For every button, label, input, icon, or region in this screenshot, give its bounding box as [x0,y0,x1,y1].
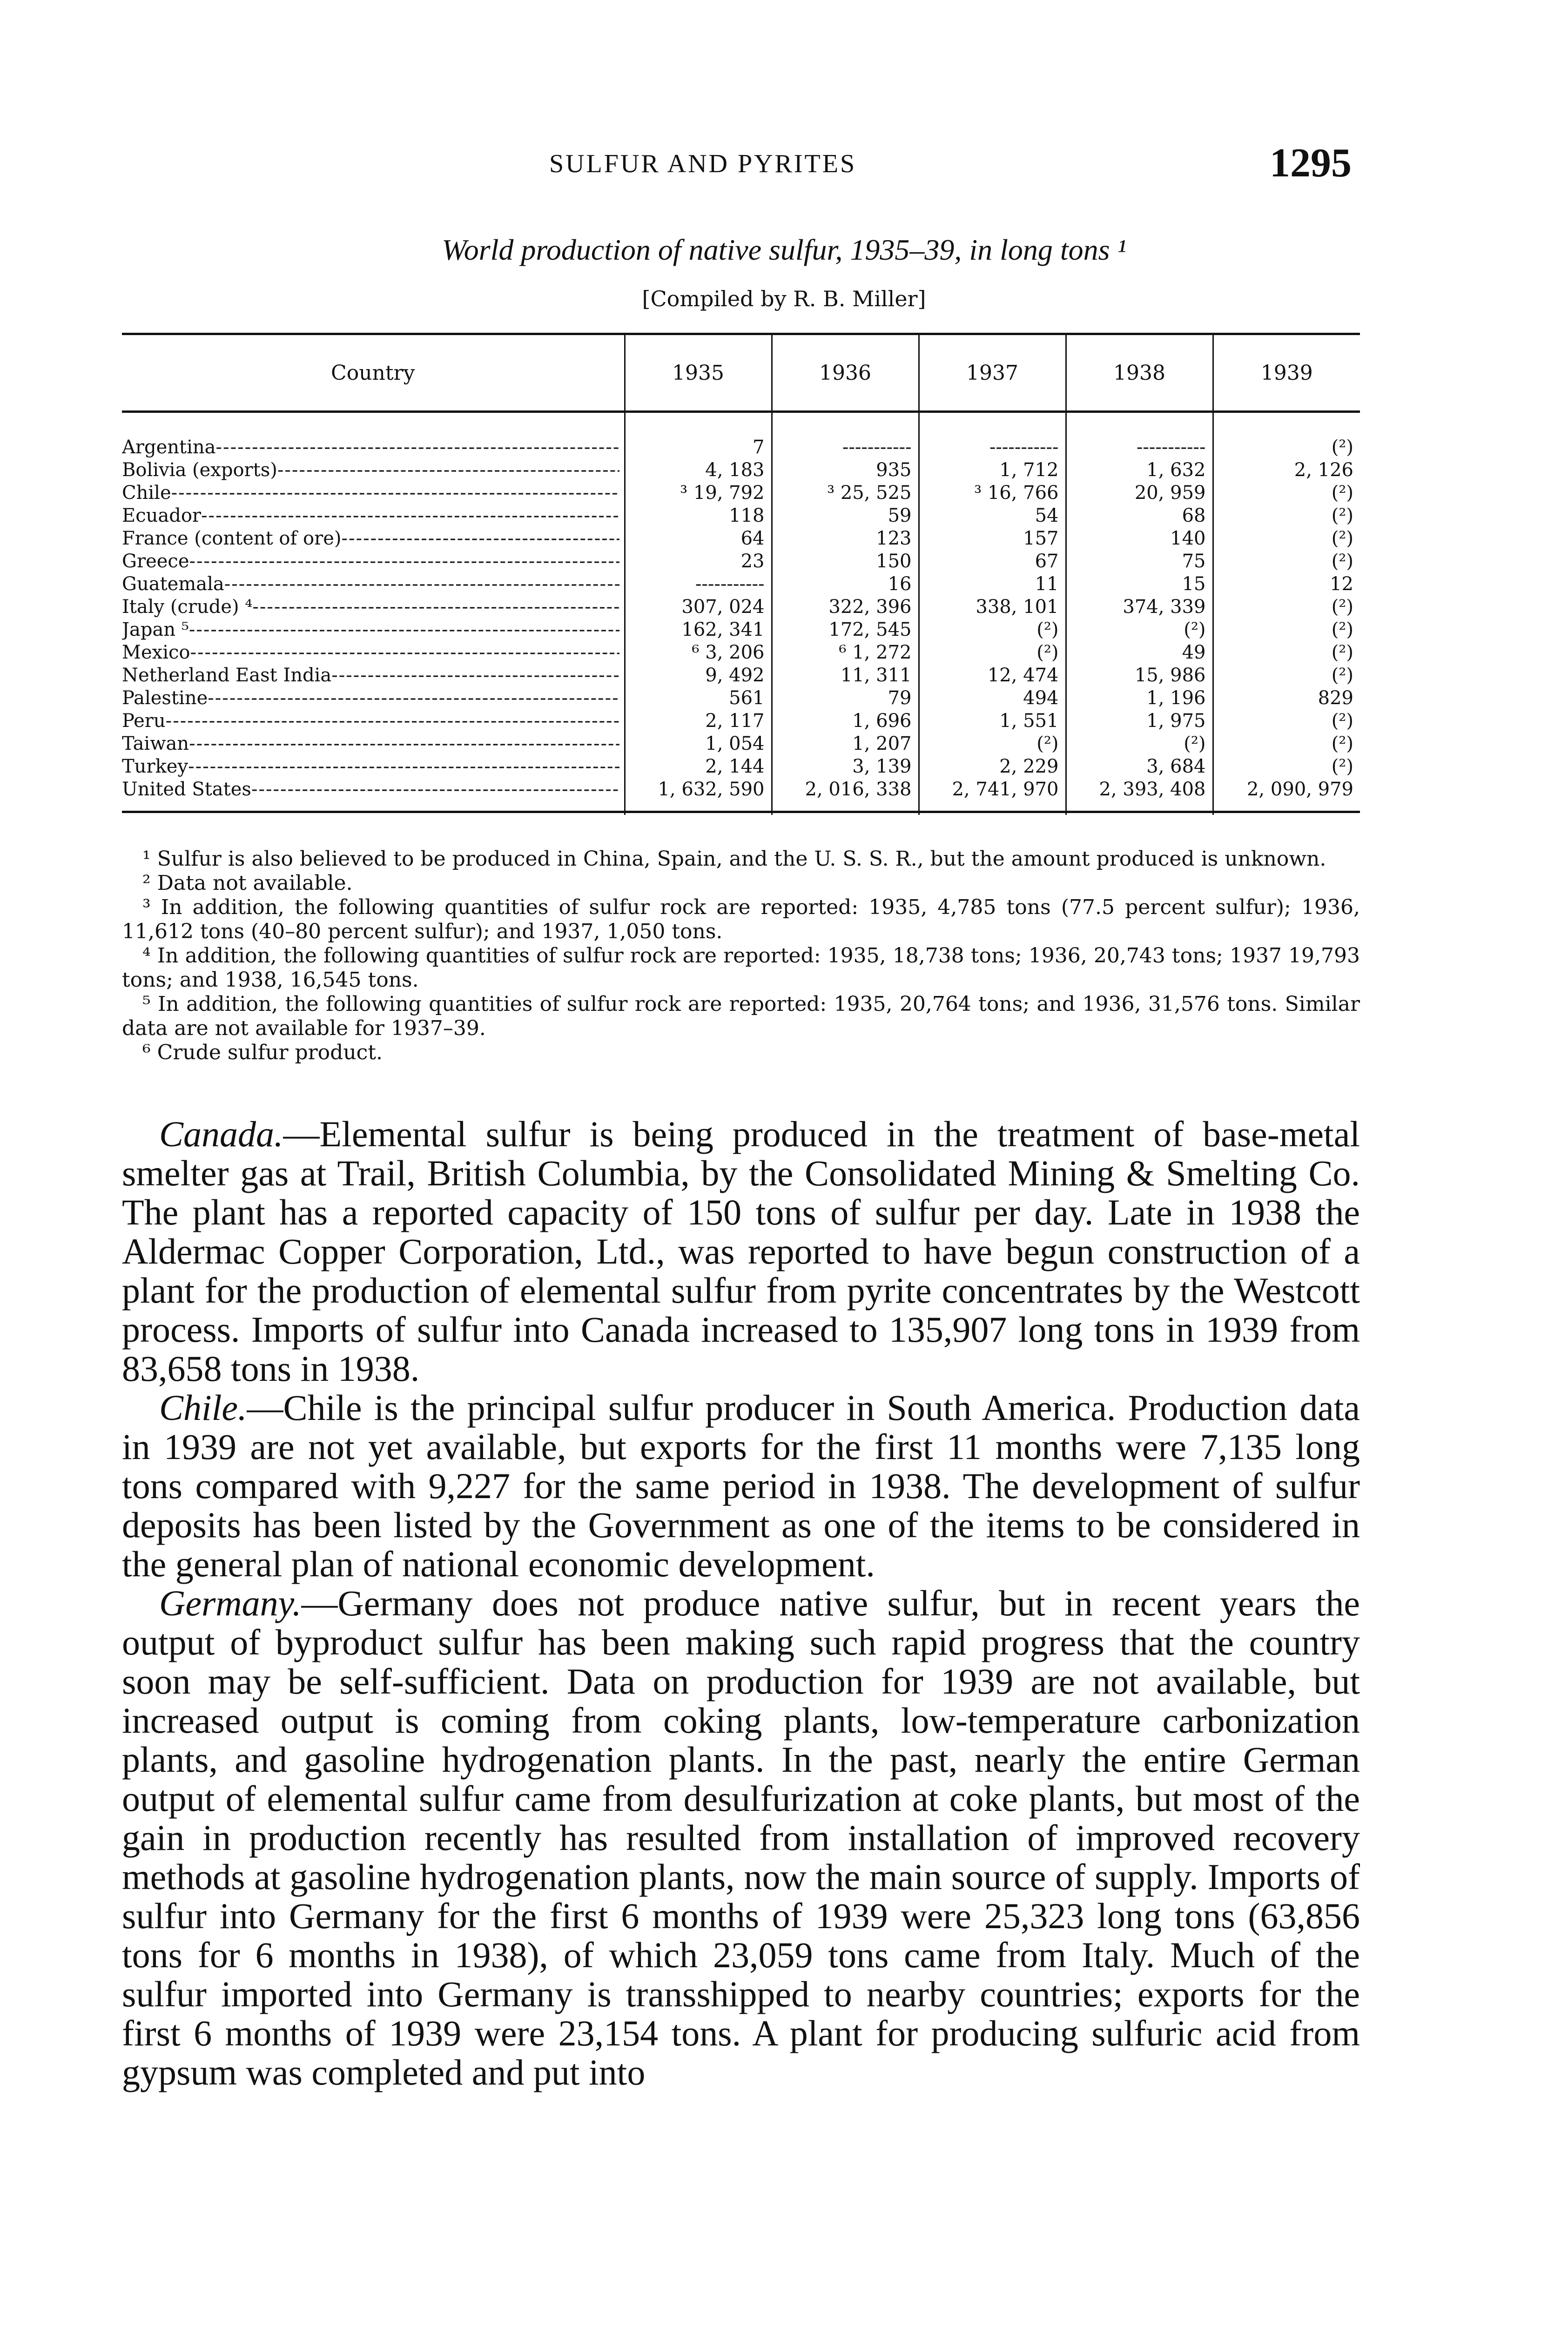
table-row [122,504,1360,527]
value-cell: 829 [1318,687,1353,709]
table-row [122,687,1360,710]
table-row [122,778,1360,815]
country-cell [122,504,625,527]
value-cell: 9, 492 [625,664,772,687]
country-name: Ecuador [122,505,202,526]
country-name: Mexico [122,642,190,663]
table-row [122,459,1360,482]
value-cell: 54 [919,504,1066,527]
country-name: Palestine [122,687,208,709]
value-cell: ----------- [625,573,772,596]
value-cell: 15 [1066,573,1213,596]
table-row [122,710,1360,733]
country-label [122,733,619,755]
value-cell: (²) [1331,505,1353,526]
paragraph-text: —Elemental sulfur is being produced in the treatment of base-metal smelter gas at Trail, British Columbia, by the Consolidated Mining & Smelting Co. The plant has a reported capacity of 150 tons of sulfur per day. Late in 1938 the Aldermac Copper Corporation, Ltd., was reported to have begun construction of a plant for the production of elemental sulfur from pyrite concentrates by the Westcott process. Imports of sulfur into Canada increased to 135,907 long tons in 1939 from 83,658 tons in 1938. [122,1114,1360,1389]
table-row [122,573,1360,596]
value-cell: 67 [919,550,1066,573]
country-label [122,755,619,778]
value-cell: 2, 144 [625,755,772,778]
country-cell [122,710,625,733]
value-cell: 118 [625,504,772,527]
country-label [122,482,619,504]
value-cell: (²) [1331,756,1353,777]
column-header: 1938 [1066,334,1213,412]
country-label [122,778,619,801]
value-cell: 4, 183 [625,459,772,482]
table-body [122,412,1360,815]
value-cell: 935 [772,459,919,482]
footnote: ⁵ In addition, the following quantities of sulfur rock are reported: 1935, 20,764 tons; and 1936, 31,576 tons. Similar data are not available for 1937–39. [122,992,1360,1040]
value-cell: 1, 632, 590 [625,778,772,815]
value-cell: ³ 19, 792 [625,482,772,504]
country-label [122,710,619,733]
table-row [122,550,1360,573]
country-cell [122,596,625,619]
table-bottom-rule [122,811,1360,813]
value-cell: 2, 090, 979 [1246,779,1353,800]
column-header: 1936 [772,334,919,412]
value-cell: 12, 474 [919,664,1066,687]
country-cell [122,755,625,778]
paragraph-text: —Chile is the principal sulfur producer in South America. Production data in 1939 are not yet available, but exports for the first 11 months were 7,135 long tons compared with 9,227 for the same period in 1938. The development of sulfur deposits has been listed by the Government as one of the items to be considered in the general plan of national economic development. [122,1387,1360,1584]
footnote: ¹ Sulfur is also believed to be produced in China, Spain, and the U. S. S. R., but the amount produced is unknown. [142,847,1326,871]
value-cell: 11 [919,573,1066,596]
value-cell: 2, 741, 970 [919,778,1066,815]
value-cell: 68 [1066,504,1213,527]
table-row [122,482,1360,504]
country-cell [122,527,625,550]
paragraph-lead: Canada. [159,1114,283,1154]
value-cell: 23 [625,550,772,573]
table-title: World production of native sulfur, 1935–39, in long tons ¹ [442,233,1126,266]
footnote: ² Data not available. [142,871,353,895]
value-cell: ----------- [1066,412,1213,459]
country-name: Netherland East India [122,665,332,686]
production-table [122,333,1360,815]
country-name: Bolivia (exports) [122,459,277,481]
value-cell: 150 [772,550,919,573]
value-cell: 12 [1330,573,1353,595]
value-cell: 1, 551 [919,710,1066,733]
value-cell: 1, 712 [919,459,1066,482]
value-cell: 49 [1066,641,1213,664]
value-cell: 59 [772,504,919,527]
country-name: Taiwan [122,733,189,754]
country-cell [122,733,625,755]
value-cell: ³ 16, 766 [919,482,1066,504]
value-cell: (²) [1331,642,1353,663]
value-cell: (²) [919,641,1066,664]
value-cell: 374, 339 [1066,596,1213,619]
country-cell [122,412,625,459]
value-cell: (²) [1331,551,1353,572]
value-cell: ⁶ 1, 272 [772,641,919,664]
country-cell [122,778,625,815]
country-label [122,527,619,550]
value-cell: 64 [625,527,772,550]
column-header: 1935 [625,334,772,412]
country-label [122,619,619,641]
page-number: 1295 [1270,141,1352,186]
value-cell: 322, 396 [772,596,919,619]
value-cell: 1, 054 [625,733,772,755]
country-cell [122,573,625,596]
running-head: SULFUR AND PYRITES [549,149,857,178]
value-cell: (²) [1331,482,1353,504]
country-label [122,596,619,619]
country-cell [122,641,625,664]
country-label [122,550,619,573]
value-cell: 172, 545 [772,619,919,641]
value-cell: 79 [772,687,919,710]
value-cell: 1, 975 [1066,710,1213,733]
country-label [122,664,619,687]
country-name: Turkey [122,756,188,777]
country-label [122,687,619,710]
value-cell: 7 [625,412,772,459]
value-cell: 16 [772,573,919,596]
value-cell: ³ 25, 525 [772,482,919,504]
table-row [122,664,1360,687]
value-cell: 123 [772,527,919,550]
footnote: ⁴ In addition, the following quantities of sulfur rock are reported: 1935, 18,738 tons; 1936, 20,743 tons; 1937 19,793 tons; and 1938, 16,545 tons. [122,944,1360,992]
country-label [122,573,619,596]
value-cell: (²) [1066,619,1213,641]
value-cell: (²) [1331,437,1353,458]
country-label [122,459,619,482]
table-row [122,733,1360,755]
country-cell [122,459,625,482]
value-cell: 2, 229 [919,755,1066,778]
country-name: Greece [122,551,189,572]
value-cell: 307, 024 [625,596,772,619]
value-cell: 2, 117 [625,710,772,733]
value-cell: 157 [919,527,1066,550]
table-header-row [122,334,1360,412]
country-label [122,436,619,459]
country-name: Argentina [122,437,216,458]
table-row [122,641,1360,664]
value-cell: (²) [919,733,1066,755]
value-cell: 2, 393, 408 [1066,778,1213,815]
value-cell: (²) [1331,665,1353,686]
value-cell: 1, 632 [1066,459,1213,482]
country-name: Guatemala [122,573,224,595]
value-cell: 1, 196 [1066,687,1213,710]
footnote: ⁶ Crude sulfur product. [142,1041,383,1064]
table-row [122,596,1360,619]
value-cell: 3, 139 [772,755,919,778]
table-compiled-by: [Compiled by R. B. Miller] [642,286,926,311]
country-label [122,504,619,527]
value-cell: (²) [919,619,1066,641]
country-cell [122,482,625,504]
value-cell: 75 [1066,550,1213,573]
table-row [122,412,1360,459]
value-cell: 11, 311 [772,664,919,687]
value-cell: 1, 696 [772,710,919,733]
value-cell: 20, 959 [1066,482,1213,504]
value-cell: (²) [1331,733,1353,754]
paragraph-canada [122,1115,1360,1388]
country-cell [122,687,625,710]
country-name: Italy (crude) ⁴ [122,596,253,618]
country-name: Peru [122,710,166,732]
value-cell: (²) [1331,619,1353,640]
value-cell: ----------- [772,412,919,459]
country-name: Chile [122,482,171,504]
value-cell: 561 [625,687,772,710]
value-cell: 140 [1066,527,1213,550]
table-row [122,619,1360,641]
value-cell: (²) [1331,596,1353,618]
paragraph-text: —Germany does not produce native sulfur, but in recent years the output of byproduct sulfur has been making such rapid progress that the country soon may be self-sufficient. Data on production for 1939 are not available, but increased output is coming from coking plants, low-temperature carbonization plants, and gasoline hydrogenation plants. In the past, nearly the entire German output of elemental sulfur came from desulfurization at coke plants, but most of the gain in production recently has resulted from installation of improved recovery methods at gasoline hydrogenation plants, now the main source of supply. Imports of sulfur into Germany for the first 6 months of 1939 were 25,323 long tons (63,856 tons for 6 months in 1938), of which 23,059 tons came from Italy. Much of the sulfur imported into Germany is transshipped to nearby countries; exports for the first 6 months of 1939 were 23,154 tons. A plant for producing sulfuric acid from gypsum was completed and put into [122,1583,1360,2092]
paragraph-chile [122,1388,1360,1584]
value-cell: (²) [1331,710,1353,732]
column-header: Country [122,334,625,412]
body-text [122,1115,1360,2092]
footnotes [122,847,1360,1065]
column-header: 1937 [919,334,1066,412]
table-row [122,755,1360,778]
value-cell: 3, 684 [1066,755,1213,778]
value-cell: ----------- [919,412,1066,459]
value-cell: (²) [1331,528,1353,549]
value-cell: 1, 207 [772,733,919,755]
country-name: France (content of ore) [122,528,342,549]
country-cell [122,619,625,641]
paragraph-lead: Chile. [159,1387,247,1428]
value-cell: ⁶ 3, 206 [625,641,772,664]
paragraph-germany [122,1584,1360,2092]
value-cell: 2, 016, 338 [772,778,919,815]
paragraph-lead: Germany. [159,1583,302,1623]
country-name: United States [122,779,251,800]
footnote: ³ In addition, the following quantities of sulfur rock are reported: 1935, 4,785 tons (77.5 percent sulfur); 1936, 11,612 tons (40–80 percent sulfur); and 1937, 1,050 tons. [122,895,1360,943]
country-cell [122,664,625,687]
value-cell: 2, 126 [1294,459,1353,481]
value-cell: 338, 101 [919,596,1066,619]
value-cell: 494 [919,687,1066,710]
country-cell [122,550,625,573]
value-cell: (²) [1066,733,1213,755]
value-cell: 15, 986 [1066,664,1213,687]
column-header: 1939 [1213,334,1360,412]
value-cell: 162, 341 [625,619,772,641]
country-name: Japan ⁵ [122,619,189,640]
country-label [122,641,619,664]
table-row [122,527,1360,550]
